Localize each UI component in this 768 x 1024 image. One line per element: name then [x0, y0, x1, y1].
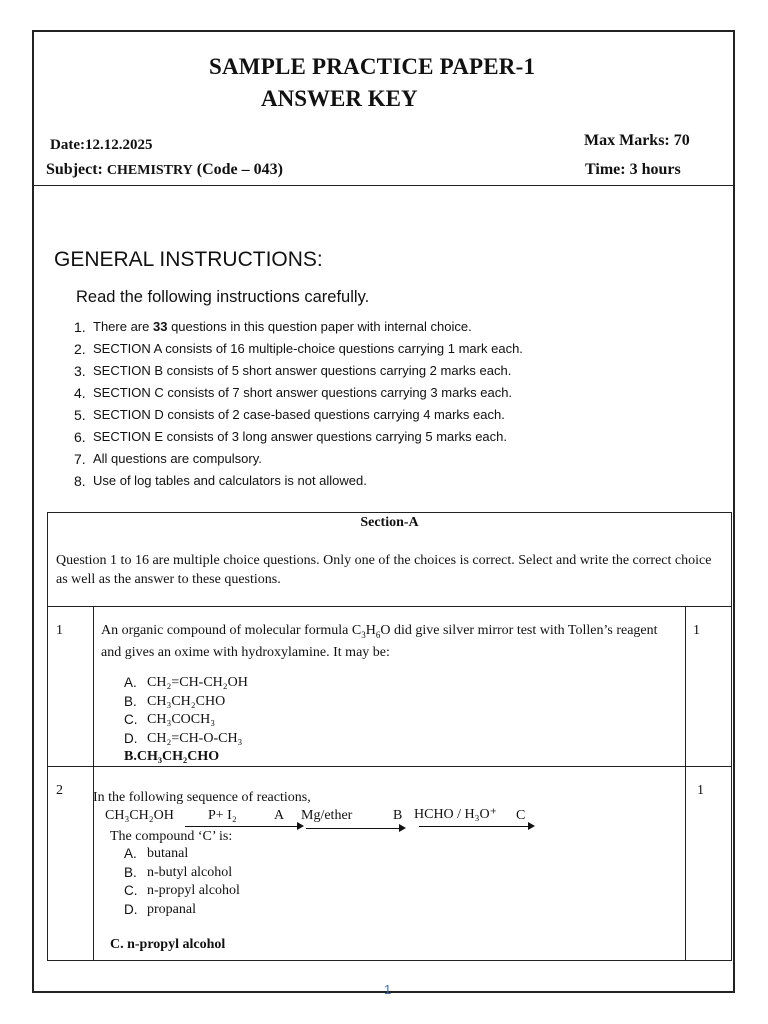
column-divider	[685, 606, 686, 960]
reagent-3: HCHO / H₃O⁺	[414, 807, 498, 822]
reaction-arrow	[185, 826, 302, 827]
answer-text: B.CH₃CH₂CHO	[124, 749, 220, 764]
question-marks: 1	[697, 783, 704, 798]
subject-label: Subject:	[46, 161, 107, 178]
option-item: B. n-butyl alcohol	[124, 864, 233, 880]
options-list	[124, 674, 248, 748]
subject-value: CHEMISTRY	[106, 163, 193, 178]
row-divider	[48, 606, 731, 607]
question-number: 2	[56, 783, 63, 798]
instruction-item: 7. All questions are compulsory.	[74, 451, 262, 467]
reactant: CH₃CH₂OH	[105, 808, 174, 823]
instruction-item: 4. SECTION C consists of 7 short answer questions carrying 3 marks each.	[74, 385, 513, 401]
instructions-lead: Read the following instructions carefully.	[76, 288, 370, 306]
row-divider	[48, 766, 731, 767]
section-heading: Section-A	[360, 515, 419, 530]
option-item: D. propanal	[124, 901, 196, 917]
header-divider	[34, 185, 733, 186]
instruction-item: 3. SECTION B consists of 5 short answer questions carrying 2 marks each.	[74, 363, 512, 379]
subject-line	[46, 161, 283, 179]
option-item: D. CH₂=CH-O-CH₃	[124, 730, 243, 746]
option-item: B. CH₃CH₂CHO	[124, 693, 226, 709]
question-text: An organic compound of molecular formula $C_3H_6O$ did give silver mirror test with Tollen’s reagent and gives an oxime with hydroxylamine. It may be:	[101, 623, 658, 660]
paper-subtitle: ANSWER KEY	[261, 86, 418, 111]
option-item: C. n-propyl alcohol	[124, 883, 240, 898]
answer-text: C. n-propyl alcohol	[110, 937, 226, 952]
instruction-item: 2. SECTION A consists of 16 multiple-choice questions carrying 1 mark each.	[74, 341, 523, 357]
product-c: C	[516, 808, 526, 823]
page-number: 1	[384, 982, 392, 997]
section-description: Question 1 to 16 are multiple choice questions. Only one of the choices is correct. Select and write the correct choice as well as the answer to these questions.	[56, 553, 712, 587]
question-number: 1	[56, 623, 63, 638]
option-item: A. butanal	[124, 846, 189, 861]
reaction-arrow	[306, 828, 404, 829]
question-marks: 1	[693, 623, 700, 638]
option-item: C. CH₃COCH₃	[124, 712, 216, 727]
instructions-list	[74, 318, 523, 494]
exam-date: Date:12.12.2025	[50, 137, 153, 153]
instruction-item: 6. SECTION E consists of 3 long answer questions carrying 5 marks each.	[74, 429, 508, 445]
intermediate-a: A	[274, 808, 285, 823]
instruction-item: 5. SECTION D consists of 2 case-based questions carrying 4 marks each.	[74, 407, 505, 423]
section-a-table	[47, 512, 732, 961]
subject-code: (Code – 043)	[192, 161, 283, 178]
reaction-arrow	[419, 826, 533, 827]
reagent-1: P+ I₂	[208, 808, 237, 823]
question-intro: In the following sequence of reactions,	[93, 790, 311, 805]
column-divider	[93, 606, 94, 960]
paper-title: SAMPLE PRACTICE PAPER-1	[209, 54, 536, 79]
exam-time: Time: 3 hours	[585, 161, 681, 178]
option-item: A. CH₂=CH-CH₂OH	[124, 675, 248, 690]
intermediate-b: B	[393, 808, 403, 823]
instruction-item: 1. There are 33 questions in this question paper with internal choice.	[74, 319, 472, 335]
reagent-2: Mg/ether	[301, 808, 353, 823]
instruction-item: 8. Use of log tables and calculators is not allowed.	[74, 473, 367, 489]
options-list	[124, 845, 240, 919]
question-text: The compound ‘C’ is:	[110, 829, 233, 844]
max-marks: Max Marks: 70	[584, 132, 690, 149]
instructions-heading: GENERAL INSTRUCTIONS:	[54, 248, 323, 271]
